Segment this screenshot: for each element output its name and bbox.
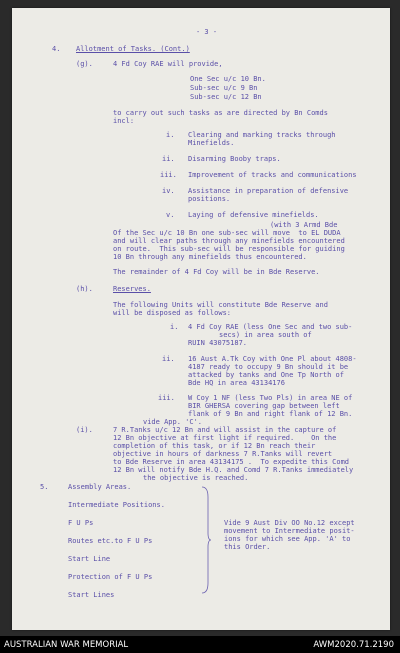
task-ii-text: Disarming Booby traps. (188, 155, 281, 163)
para-g-sec-3: Sub-sec u/c 12 Bn (190, 93, 262, 101)
para-g-carry-2: incl: (113, 117, 135, 125)
reserve-ii-line-1: 16 Aust A.Tk Coy with One Pl about 4808- (188, 355, 357, 363)
sec-move-line-2: and will clear paths through any minefields encountered (113, 237, 345, 245)
para-g-intro: 4 Fd Coy RAE will provide, (113, 60, 223, 68)
reserve-iii-line-3: flank of 9 Bn and right flank of 12 Bn. (188, 410, 353, 418)
vide-note-2: movement to Intermediate posit- (224, 527, 355, 535)
para-i-line-1: 7 R.Tanks u/c 12 Bn and will assist in the capture of (113, 426, 337, 434)
reserve-i-line-3: RUIN 43075187. (188, 339, 248, 347)
section-5-number: 5. (40, 483, 49, 491)
bracket-mark (200, 485, 212, 595)
para-i-line-4: objective in hours of darkness 7 R.Tanks will revert (113, 450, 333, 458)
task-v-text: Laying of defensive minefields. (188, 211, 319, 219)
reserve-iii-line-2: BIR GHERSA covering gap between left (188, 402, 340, 410)
para-h-intro-2: will be disposed as follows: (113, 309, 232, 317)
task-iv-number: iv. (162, 187, 175, 195)
reserve-i-line-2: secs) in area south of (219, 331, 312, 339)
section-5-item: Protection of F U Ps (68, 573, 153, 581)
para-g-sec-2: Sub-sec u/c 9 Bn (190, 84, 258, 92)
task-i-text-2: Minefields. (188, 139, 235, 147)
para-i-line-3: completion of this task, or if 12 Bn reach their (113, 442, 316, 450)
section-5-item: F U Ps (68, 519, 94, 527)
task-iv-text-1: Assistance in preparation of defensive (188, 187, 349, 195)
reserve-i-line-1: 4 Fd Coy RAE (less One Sec and two sub- (188, 323, 353, 331)
para-i-line-6: 12 Bn will notify Bde H.Q. and Comd 7 R.Tanks immediately (113, 466, 354, 474)
reserve-iii-line-4: vide App. 'C'. (143, 418, 203, 426)
footer-institution: AUSTRALIAN WAR MEMORIAL (4, 640, 129, 650)
para-g-carry-1: to carry out such tasks as are directed by Bn Comds (113, 109, 328, 117)
task-iii-text: Improvement of tracks and communications (188, 171, 357, 179)
section-5-item: Intermediate Positions. (68, 501, 165, 509)
reserve-iii-line-1: W Coy 1 NF (less Two Pls) in area NE of (188, 394, 353, 402)
footer-reference: AWM2020.71.2190 (313, 640, 394, 650)
task-i-number: i. (166, 131, 175, 139)
section-4-heading: Allotment of Tasks. (Cont.) (76, 45, 190, 53)
section-5-item: Start Line (68, 555, 111, 563)
task-v-number: v. (166, 211, 175, 219)
remainder-line: The remainder of 4 Fd Coy will be in Bde Reserve. (113, 268, 320, 276)
section-5-item: Assembly Areas. (68, 483, 132, 491)
para-h-intro-1: The following Units will constitute Bde Reserve and (113, 301, 328, 309)
vide-note-4: this Order. (224, 543, 271, 551)
task-iv-text-2: positions. (188, 195, 231, 203)
para-i-line-2: 12 Bn objective at first light if required. On the (113, 434, 337, 442)
reserve-ii-line-4: Bde HQ in area 43134176 (188, 379, 285, 387)
para-i-line-7: the objective is reached. (143, 474, 249, 482)
sec-move-line-3: on route. This sub-sec will be responsible for guiding (113, 245, 345, 253)
reserve-ii-line-3: attacked by tanks and One Tp North of (188, 371, 344, 379)
para-h-title: Reserves. (113, 285, 151, 293)
sec-move-line-1: Of the Sec u/c 10 Bn one sub-sec will move to EL DUDA (113, 229, 341, 237)
section-5-item: Start Lines (68, 591, 115, 599)
page-number: - 3 - (196, 28, 218, 36)
para-g-label: (g). (76, 60, 93, 68)
sec-move-note: (with 3 Armd Bde (270, 221, 338, 229)
section-5-item: Routes etc.to F U Ps (68, 537, 153, 545)
vide-note-1: Vide 9 Aust Div OO No.12 except (224, 519, 355, 527)
para-g-sec-1: One Sec u/c 10 Bn. (190, 75, 266, 83)
reserve-ii-number: ii. (162, 355, 175, 363)
para-h-label: (h). (76, 285, 93, 293)
reserve-ii-line-2: 4187 ready to occupy 9 Bn should it be (188, 363, 349, 371)
para-i-line-5: to Bde Reserve in area 43134175 . To expedite this Comd (113, 458, 350, 466)
task-ii-number: ii. (162, 155, 175, 163)
para-i-label: (i). (76, 426, 93, 434)
section-4-number: 4. (52, 45, 61, 53)
sec-move-line-4: 10 Bn through any minefields thus encountered. (113, 253, 307, 261)
task-iii-number: iii. (160, 171, 177, 179)
reserve-iii-number: iii. (158, 394, 175, 402)
archive-footer (0, 636, 400, 653)
reserve-i-number: i. (170, 323, 179, 331)
vide-note-3: ions for which see App. 'A' to (224, 535, 351, 543)
task-i-text-1: Clearing and marking tracks through (188, 131, 336, 139)
